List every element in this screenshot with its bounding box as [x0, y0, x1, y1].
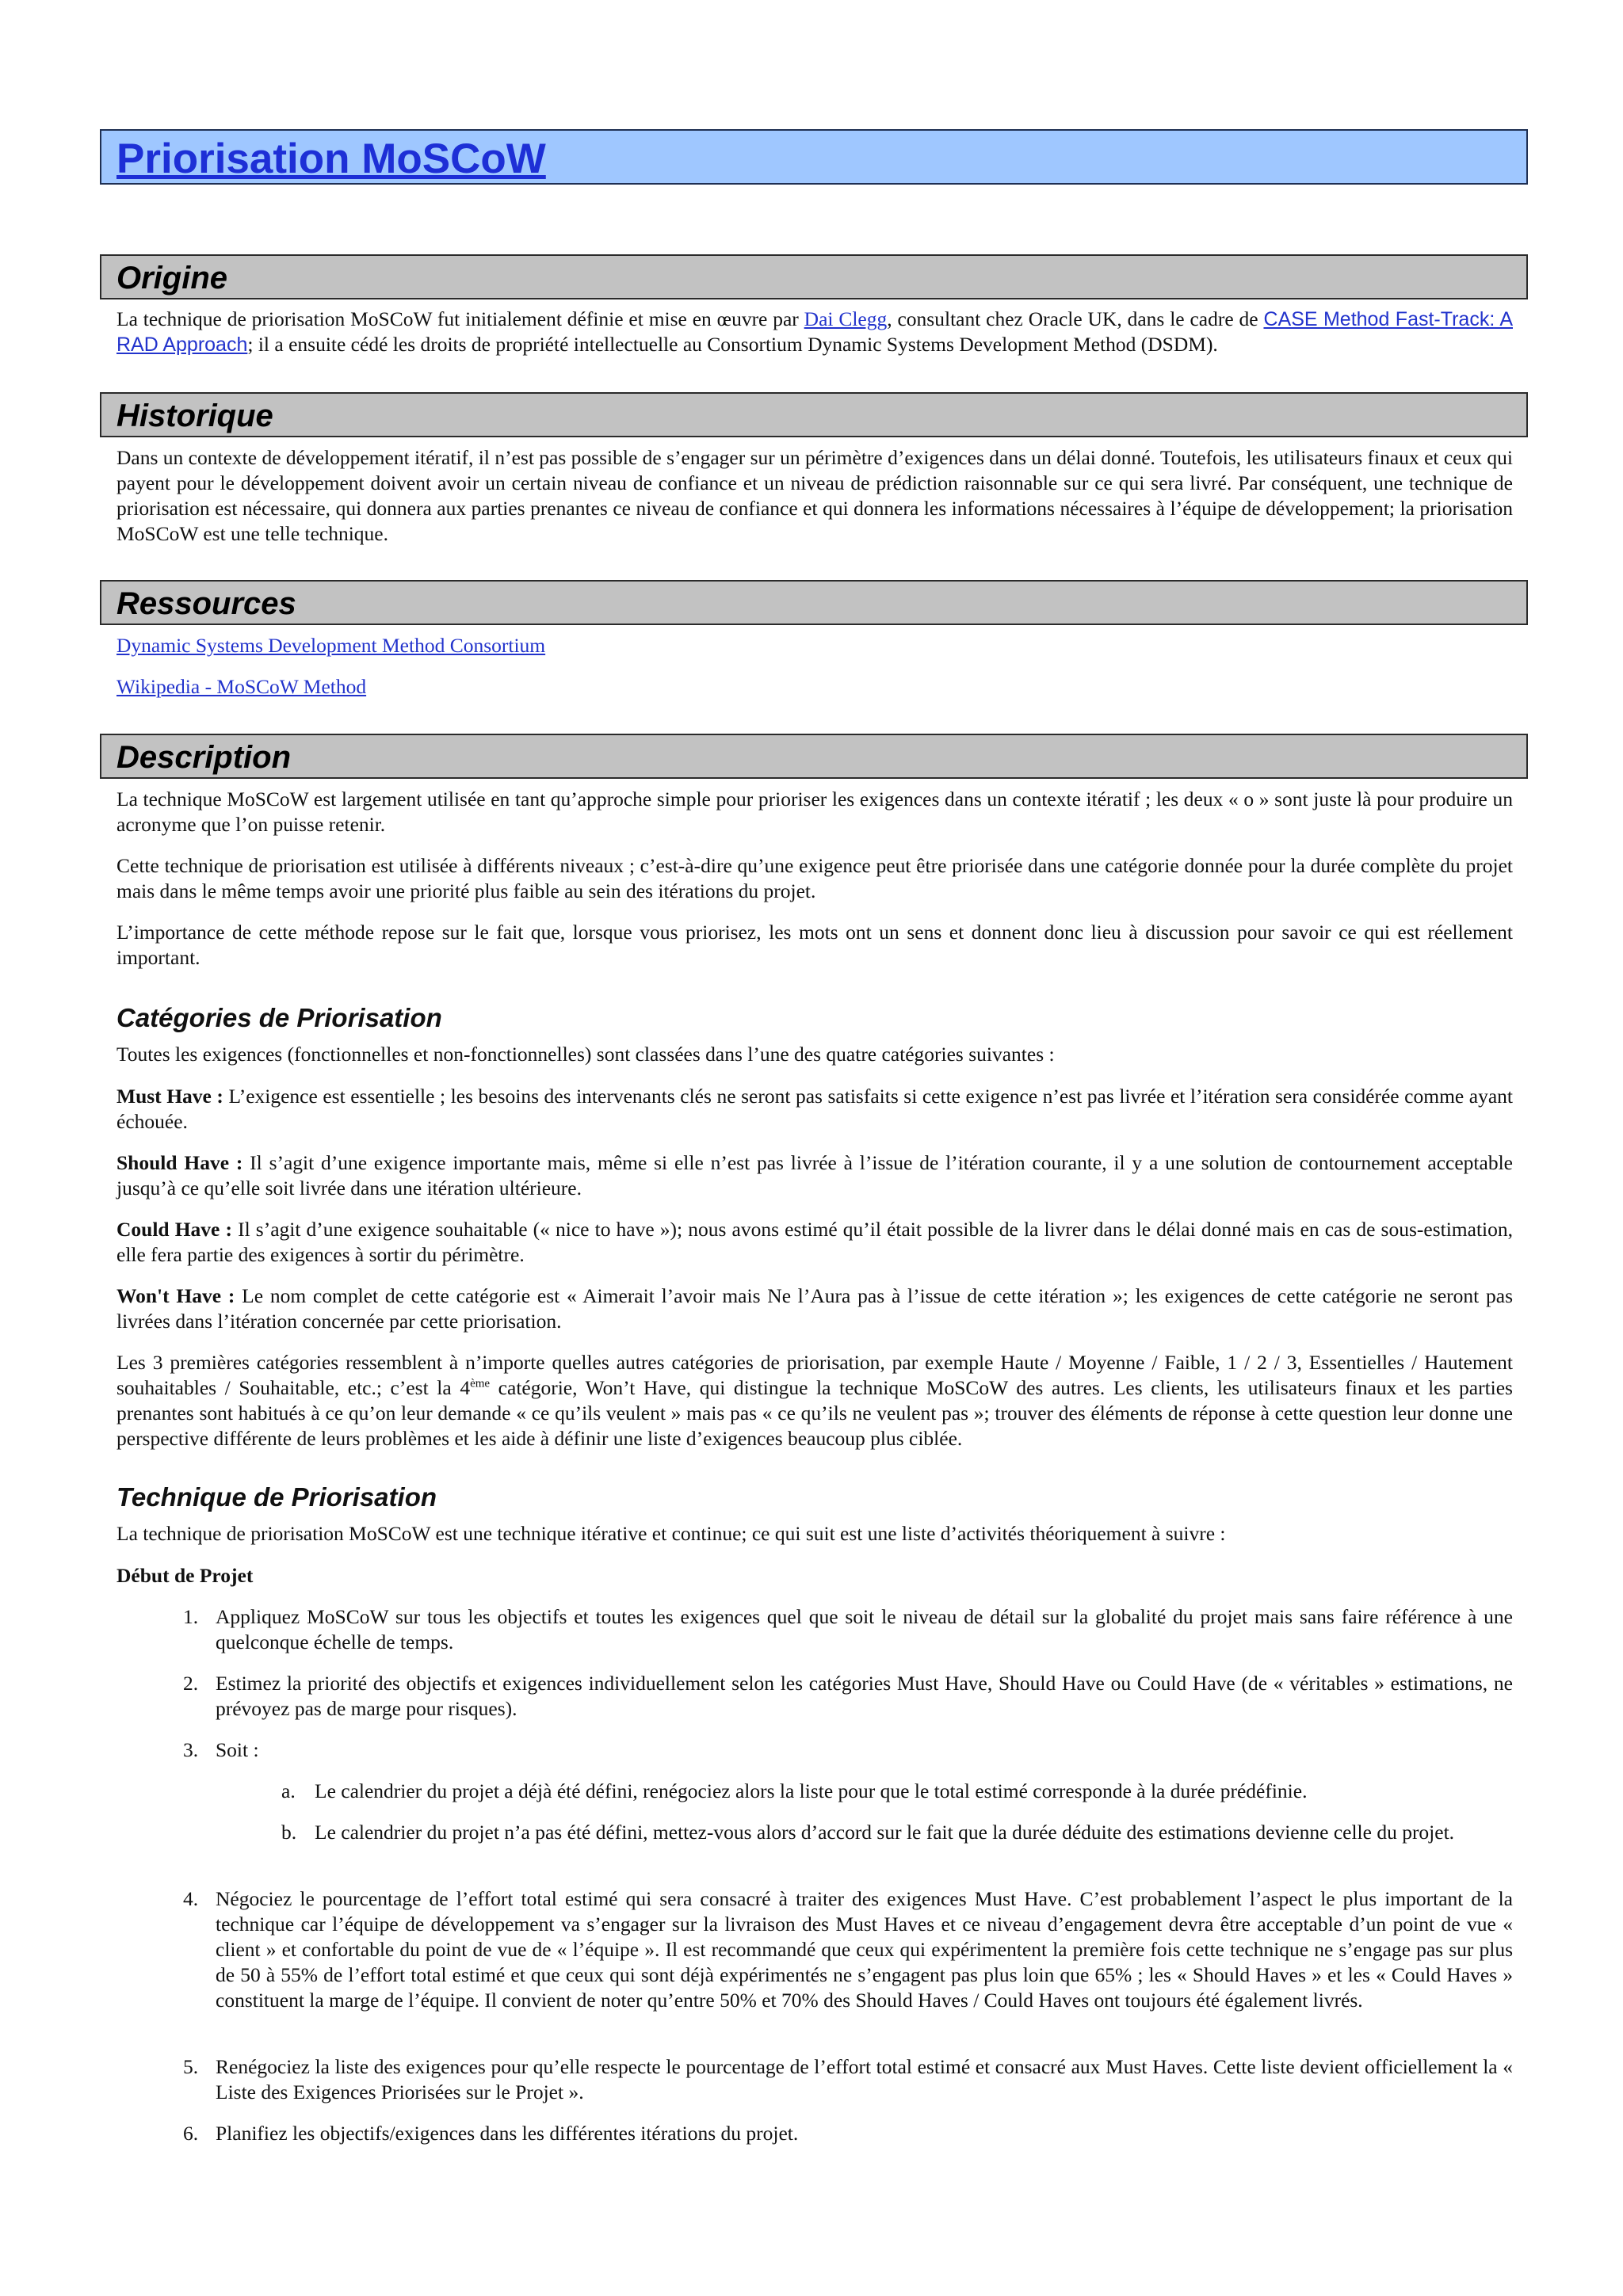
resource-item	[116, 674, 1513, 700]
description-paragraph-2: Cette technique de priorisation est utilisée à différents niveaux ; c’est-à-dire qu’une exigence peut être priorisée dans une catégorie donnée pour la durée complète du projet mais dans le même temps avoir une priorité plus faible au sein des itérations du projet.	[116, 854, 1513, 902]
section-title: Description	[116, 740, 292, 775]
historique-paragraph: Dans un contexte de développement itératif, il n’est pas possible de s’engager sur un périmètre d’exigences dans un délai donné. Toutefois, les utilisateurs finaux et ceux qui payent pour le développement doivent avoir un certain niveau de confiance et un niveau de prédiction raisonnable sur ce qui sera livré. Par conséquent, une technique de priorisation est nécessaire, qui donnera aux parties prenantes ce niveau de confiance et qui donnera les informations nécessaires à l’équipe de développement; la priorisation MoSCoW est une telle technique.	[116, 446, 1513, 545]
section-title: Historique	[116, 399, 273, 433]
list-number: 2.	[183, 1672, 199, 1695]
title-bar	[100, 129, 1528, 185]
section-header-historique	[100, 392, 1528, 437]
list-number: 3.	[183, 1738, 199, 1761]
text-run: La technique de priorisation MoSCoW fut initialement définie et mise en œuvre par	[116, 307, 804, 330]
sub-list-letter: a.	[281, 1779, 296, 1802]
sub-list-text: Le calendrier du projet n’a pas été défini, mettez-vous alors d’accord sur le fait que la durée déduite des estimations devienne celle du projet.	[315, 1821, 1455, 1844]
categories-intro: Toutes les exigences (fonctionnelles et non-fonctionnelles) sont classées dans l’une des quatre catégories suivantes :	[116, 1043, 1055, 1066]
debut-projet-heading	[116, 1563, 1513, 1589]
wikipedia-moscow-link[interactable]: Wikipedia - MoSCoW Method	[116, 675, 367, 698]
list-number: 6.	[183, 2122, 199, 2145]
category-wont-have	[116, 1283, 1513, 1334]
text-run: Les 3 premières catégories ressemblent à n’importe quelles autres catégories de priorisation, par exemple Haute / Moyenne / Faible, 1 / 2 / 3, Essentielles / Hautement souhaitables / Souhaitable, etc.; c’est la 4	[116, 1351, 1513, 1399]
dai-clegg-link[interactable]: Dai Clegg	[804, 307, 888, 330]
section-header-ressources	[100, 580, 1528, 625]
page-title-link[interactable]: Priorisation MoSCoW	[116, 135, 546, 182]
description-paragraph-3: L’importance de cette méthode repose sur le fait que, lorsque vous priorisez, les mots ont un sens et donnent donc lieu à discussion pour savoir ce qui est réellement important.	[116, 921, 1513, 969]
category-label: Could Have :	[116, 1218, 232, 1241]
category-label: Won't Have :	[116, 1284, 235, 1307]
description-paragraph-1: La technique MoSCoW est largement utilisée en tant qu’approche simple pour prioriser les exigences dans un contexte itératif ; les deux « o » sont juste là pour produire un acronyme que l’on puisse retenir.	[116, 788, 1513, 836]
category-could-have	[116, 1217, 1513, 1268]
list-number: 4.	[183, 1887, 199, 1910]
category-text: Il s’agit d’une exigence importante mais, même si elle n’est pas livrée à l’issue de l’itération courante, il y a une solution de contournement acceptable jusqu’à ce qu’elle soit livrée dans une itération ultérieure.	[116, 1151, 1513, 1199]
section-header-origine	[100, 254, 1528, 299]
text-run: ; il a ensuite cédé les droits de propriété intellectuelle au Consortium Dynamic Systems Development Method (DSDM).	[247, 333, 1218, 356]
list-text: Planifiez les objectifs/exigences dans les différentes itérations du projet.	[216, 2122, 799, 2145]
list-number: 1.	[183, 1605, 199, 1628]
category-label: Should Have :	[116, 1151, 243, 1174]
section-title: Origine	[116, 261, 228, 296]
case-method-link[interactable]: CASE Method Fast-Track: A RAD Approach	[116, 308, 1513, 356]
category-label: Must Have :	[116, 1085, 223, 1108]
list-text: Estimez la priorité des objectifs et exigences individuellement selon les catégories Must Have, Should Have ou Could Have (de « véritables » estimations, ne prévoyez pas de marge pour risques).	[216, 1672, 1513, 1720]
subheading-text: Début de Projet	[116, 1564, 254, 1587]
superscript: ème	[470, 1377, 491, 1390]
technique-heading: Technique de Priorisation	[116, 1482, 437, 1512]
category-must-have	[116, 1084, 1513, 1135]
technique-intro: La technique de priorisation MoSCoW est une technique itérative et continue; ce qui suit est une liste d’activités théoriquement à suivre :	[116, 1522, 1226, 1545]
origine-paragraph	[116, 307, 1513, 357]
list-text: Appliquez MoSCoW sur tous les objectifs et toutes les exigences quel que soit le niveau de détail sur la globalité du projet mais sans faire référence à une quelconque échelle de temps.	[216, 1605, 1513, 1653]
text-run: catégorie, Won’t Have, qui distingue la technique MoSCoW des autres. Les clients, les utilisateurs finaux et les parties prenantes sont habitués à ce qu’on leur demande « ce qu’ils veulent » mais pas « ce qu’ils ne veulent pas »; trouver des éléments de réponse à cette question leur donne une perspective différente de leurs problèmes et les aide à définir une liste d’exigences beaucoup plus ciblée.	[116, 1376, 1513, 1450]
category-text: Le nom complet de cette catégorie est « Aimerait l’avoir mais Ne l’Aura pas à l’issue de cette itération »; les exigences de cette catégorie ne seront pas livrées dans l’itération concernée par cette priorisation.	[116, 1284, 1513, 1333]
list-number: 5.	[183, 2055, 199, 2078]
category-should-have	[116, 1150, 1513, 1201]
categories-summary	[116, 1350, 1513, 1451]
sub-list-letter: b.	[281, 1821, 297, 1844]
dsdm-consortium-link[interactable]: Dynamic Systems Development Method Consortium	[116, 634, 546, 657]
categories-heading: Catégories de Priorisation	[116, 1003, 442, 1032]
list-text: Renégociez la liste des exigences pour qu’elle respecte le pourcentage de l’effort total estimé et consacré aux Must Haves. Cette liste devient officiellement la « Liste des Exigences Priorisées sur le Projet ».	[216, 2055, 1513, 2103]
list-text: Soit :	[216, 1738, 259, 1761]
section-title: Ressources	[116, 586, 296, 621]
sub-list-text: Le calendrier du projet a déjà été défini, renégociez alors la liste pour que le total estimé corresponde à la durée prédéfinie.	[315, 1779, 1308, 1802]
list-text: Négociez le pourcentage de l’effort total estimé qui sera consacré à traiter des exigences Must Have. C’est probablement l’aspect le plus important de la technique car l’équipe de développement va s’engager sur la livraison des Must Haves et ce niveau d’engagement devra être acceptable d’un point de vue « client » et confortable du point de vue de « l’équipe ». Il est recommandé que ceux qui expérimentent la première fois cette technique ne s’engage pas sur plus de 50 à 55% de l’effort total estimé et que ceux qui sont déjà expérimentés ne s’engagent pas plus loin que 65% ; les « Should Haves » et les « Could Haves » constituent la marge de l’équipe. Il convient de noter qu’entre 50% et 70% des Should Haves / Could Haves ont toujours été également livrés.	[216, 1887, 1513, 2012]
category-text: L’exigence est essentielle ; les besoins des intervenants clés ne seront pas satisfaits si cette exigence n’est pas livrée et l’itération sera considérée comme ayant échouée.	[116, 1085, 1513, 1133]
category-text: Il s’agit d’une exigence souhaitable (« nice to have »); nous avons estimé qu’il était possible de la livrer dans le délai donné mais en cas de sous-estimation, elle fera partie des exigences à sortir du périmètre.	[116, 1218, 1513, 1266]
resource-item	[116, 633, 1513, 658]
section-header-description	[100, 734, 1528, 779]
text-run: , consultant chez Oracle UK, dans le cadre de	[887, 307, 1264, 330]
